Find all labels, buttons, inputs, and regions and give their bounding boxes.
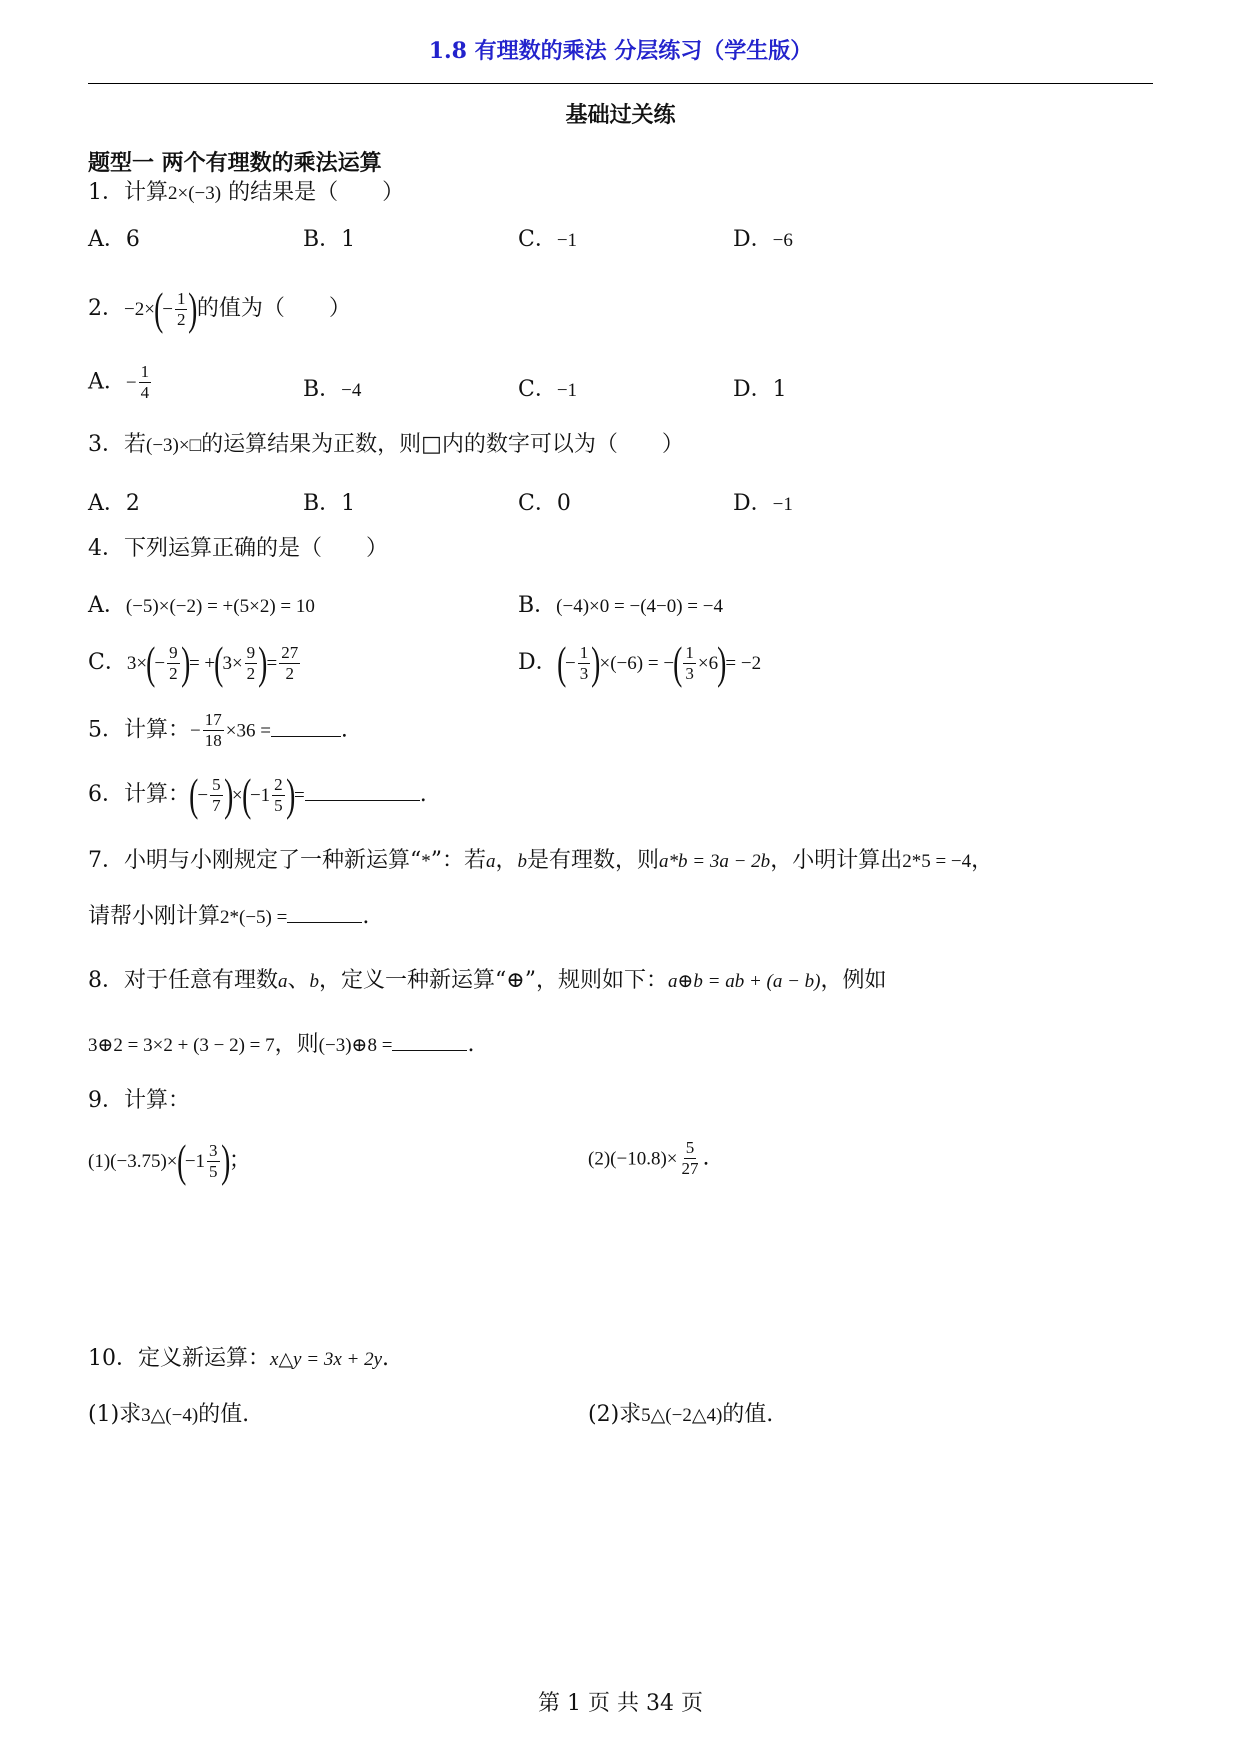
option-d xyxy=(733,486,793,517)
question-text: 是有理数，则 xyxy=(527,848,660,873)
paren-open: ( xyxy=(673,637,683,688)
question-5 xyxy=(88,710,348,751)
question-number: 2． xyxy=(88,296,124,321)
numerator: 9 xyxy=(169,642,178,662)
question-number: 5． xyxy=(88,717,124,743)
denominator: 27 xyxy=(681,1159,699,1178)
math-variable: b xyxy=(309,971,320,992)
math-expression: (−3)⊕8 = xyxy=(318,1035,393,1056)
punctuation: . xyxy=(419,782,427,807)
option-value: −1 xyxy=(772,494,793,515)
option-b: B．1 xyxy=(303,491,356,516)
math-expression: 3× xyxy=(222,653,243,674)
denominator: 3 xyxy=(579,663,589,683)
math-expression: ×(−6) = − xyxy=(599,653,675,674)
question-8-line-2 xyxy=(88,1030,474,1061)
question-8 xyxy=(88,966,887,997)
option-value: −6 xyxy=(772,230,793,251)
option-b: B．1 xyxy=(303,227,356,252)
math-expression: (−3)×□ xyxy=(146,435,202,456)
option-b xyxy=(303,372,361,403)
question-number: 9． xyxy=(88,1088,124,1113)
header-divider xyxy=(88,83,1153,84)
option-c xyxy=(518,222,577,253)
denominator: 4 xyxy=(140,383,150,402)
math-sign: − xyxy=(162,299,173,320)
fraction xyxy=(207,1141,220,1182)
option-value: −4 xyxy=(341,380,362,401)
answer-blank[interactable] xyxy=(271,716,341,737)
numerator: 9 xyxy=(246,642,256,662)
option-label: D． xyxy=(518,650,558,675)
option-label: C． xyxy=(88,650,127,675)
paren-close: ) xyxy=(285,769,295,820)
question-9-part-2 xyxy=(588,1138,710,1179)
math-expression: x△y = 3x + 2y xyxy=(270,1349,383,1370)
math-expression: (−4)×0 = −(4−0) = −4 xyxy=(556,596,723,617)
fraction xyxy=(210,775,223,816)
fraction xyxy=(139,362,152,403)
question-text: 请帮小刚计算 xyxy=(88,904,221,929)
math-expression: (−3.75)× xyxy=(110,1151,178,1172)
denominator: 18 xyxy=(204,731,222,750)
question-text: 计算： xyxy=(124,1088,191,1113)
numerator: 2 xyxy=(274,774,283,794)
denominator: 5 xyxy=(209,1161,218,1181)
math-expression: 5△(−2△4) xyxy=(641,1405,723,1426)
option-value: −1 xyxy=(556,380,578,401)
numerator: 5 xyxy=(685,1138,695,1157)
numerator: 1 xyxy=(579,642,589,662)
math-sign: − xyxy=(190,720,201,742)
question-number: 6． xyxy=(88,782,124,807)
question-number: 3． xyxy=(88,432,124,457)
fraction xyxy=(167,643,180,684)
question-text: 的值为（ ） xyxy=(196,296,351,321)
math-expression: −2× xyxy=(124,299,155,320)
question-text: ， xyxy=(495,848,518,873)
paren-open: ( xyxy=(241,769,251,820)
option-label: B． xyxy=(303,377,342,402)
math-variable: a xyxy=(486,851,496,872)
math-expression: (−5)×(−2) = +(5×2) = 10 xyxy=(125,596,315,617)
mixed-number-whole: −1 xyxy=(184,1151,206,1172)
question-text: 的值. xyxy=(722,1402,774,1427)
denominator: 5 xyxy=(274,795,283,815)
question-text: 对于任意有理数 xyxy=(124,968,279,993)
question-number: 7． xyxy=(88,848,124,873)
numerator: 1 xyxy=(140,362,150,381)
question-number: 8． xyxy=(88,968,124,993)
question-2 xyxy=(88,283,351,334)
paren-open: ( xyxy=(214,637,224,688)
option-label: D． xyxy=(733,227,773,252)
question-7-line-2 xyxy=(88,902,369,933)
option-d xyxy=(518,637,762,688)
question-text: 计算： xyxy=(124,782,191,807)
question-text: 下列运算正确的是（ ） xyxy=(124,536,389,561)
option-a xyxy=(88,362,153,403)
answer-blank[interactable] xyxy=(287,902,362,923)
math-expression: 2×(−3) xyxy=(168,183,222,204)
math-sign: − xyxy=(197,785,209,806)
question-type-title: 题型一 两个有理数的乘法运算 xyxy=(88,150,382,176)
math-expression: 3△(−4) xyxy=(141,1405,199,1426)
question-10-part-2 xyxy=(588,1400,773,1431)
denominator: 3 xyxy=(685,663,694,683)
numerator: 17 xyxy=(204,710,222,729)
denominator: 2 xyxy=(176,309,186,329)
fraction xyxy=(578,643,591,684)
fraction xyxy=(272,775,285,816)
numerator: 27 xyxy=(281,642,299,662)
math-variable: b xyxy=(517,851,528,872)
denominator: 7 xyxy=(212,795,221,815)
option-value: −1 xyxy=(556,230,578,251)
part-label: (1)求 xyxy=(88,1402,142,1427)
option-label: A． xyxy=(88,593,126,618)
question-text: ， xyxy=(971,848,994,873)
question-text: 、 xyxy=(287,968,310,993)
fraction xyxy=(279,643,300,684)
paren-close: ) xyxy=(591,637,601,688)
part-label: (2)求 xyxy=(588,1402,642,1427)
numerator: 1 xyxy=(176,288,186,308)
math-expression: 2*5 = −4 xyxy=(902,851,972,872)
question-text: ，定义一种新运算“⊕”，规则如下： xyxy=(319,968,668,993)
fraction xyxy=(203,710,224,751)
part-label: (2) xyxy=(588,1148,611,1170)
option-c: C．0 xyxy=(518,491,571,516)
option-d: D．1 xyxy=(733,377,787,402)
option-a: A．2 xyxy=(88,491,140,516)
math-expression: ×36 = xyxy=(225,720,271,742)
answer-blank[interactable] xyxy=(305,780,420,801)
part-label: (1) xyxy=(88,1151,111,1172)
paren-close: ) xyxy=(180,637,190,688)
question-text: 的运算结果为正数，则□内的数字可以为（ ） xyxy=(201,432,684,457)
question-10-part-1 xyxy=(88,1400,249,1431)
paren-close: ) xyxy=(258,637,268,688)
question-text: ，则 xyxy=(274,1032,319,1057)
question-number: 10． xyxy=(88,1346,138,1371)
paren-close: ) xyxy=(220,1135,230,1186)
numerator: 3 xyxy=(209,1140,218,1160)
question-10 xyxy=(88,1344,389,1375)
math-expression: a⊕b = ab + (a − b) xyxy=(667,971,821,992)
punctuation: ； xyxy=(228,1148,251,1173)
option-d xyxy=(733,222,793,253)
math-expression: 2*(−5) = xyxy=(220,907,288,928)
paren-open: ( xyxy=(146,637,156,688)
paren-close: ) xyxy=(717,637,727,688)
option-label: B． xyxy=(518,593,557,618)
question-text: 小明与小刚规定了一种新运算“ xyxy=(124,848,422,873)
fraction xyxy=(245,643,258,684)
paren-open: ( xyxy=(189,769,199,820)
fraction xyxy=(680,1138,701,1179)
question-1 xyxy=(88,178,404,209)
math-expression: ×6 xyxy=(697,653,719,674)
math-sign: − xyxy=(125,372,137,394)
option-label: C． xyxy=(518,377,557,402)
denominator: 2 xyxy=(169,663,178,683)
question-7 xyxy=(88,846,993,877)
question-text: 的结果是（ ） xyxy=(221,180,405,205)
question-number: 1． xyxy=(88,180,124,205)
mixed-number-whole: −1 xyxy=(249,785,271,806)
question-4 xyxy=(88,534,388,564)
paren-open: ( xyxy=(154,283,164,334)
math-equals: = xyxy=(266,653,278,674)
option-label: A． xyxy=(88,369,126,395)
answer-blank[interactable] xyxy=(392,1030,467,1051)
fraction xyxy=(683,643,696,684)
question-text: ，例如 xyxy=(820,968,887,993)
option-label: C． xyxy=(518,227,557,252)
question-3 xyxy=(88,430,684,461)
math-sign: − xyxy=(154,653,166,674)
question-text: 若 xyxy=(124,432,147,457)
question-number: 4． xyxy=(88,536,124,561)
question-text: 计算 xyxy=(124,180,169,205)
math-symbol: * xyxy=(421,851,431,872)
punctuation: . xyxy=(362,904,370,929)
option-label: D． xyxy=(733,491,773,516)
numerator: 5 xyxy=(212,774,221,794)
math-expression: = + xyxy=(188,653,216,674)
question-text: 计算： xyxy=(124,717,191,743)
math-sign: − xyxy=(564,653,576,674)
option-a xyxy=(88,588,315,619)
math-expression: = −2 xyxy=(725,653,762,674)
denominator: 2 xyxy=(246,663,256,683)
question-text: ，小明计算出 xyxy=(770,848,903,873)
question-text: ”：若 xyxy=(430,848,486,873)
page-header-title: 1.8 有理数的乘法 分层练习（学生版） xyxy=(428,38,813,64)
numerator: 1 xyxy=(685,642,694,662)
question-6 xyxy=(88,769,427,820)
section-title: 基础过关练 xyxy=(565,102,676,128)
question-9-part-1 xyxy=(88,1135,251,1186)
option-a: A．6 xyxy=(88,227,140,252)
math-expression: a*b = 3a − 2b xyxy=(659,851,771,872)
fraction xyxy=(175,289,188,330)
question-text: 的值. xyxy=(198,1402,250,1427)
punctuation: . xyxy=(382,1346,390,1371)
math-operator: × xyxy=(231,785,243,806)
punctuation: . xyxy=(340,717,348,743)
paren-open: ( xyxy=(556,637,566,688)
math-expression: (−10.8)× xyxy=(610,1148,678,1170)
question-text: 定义新运算： xyxy=(138,1346,271,1371)
question-9 xyxy=(88,1086,190,1116)
math-expression: 3× xyxy=(126,653,148,674)
paren-close: ) xyxy=(188,283,198,334)
paren-close: ) xyxy=(223,769,233,820)
option-c xyxy=(518,372,577,403)
punctuation: . xyxy=(467,1032,475,1057)
math-expression: 3⊕2 = 3×2 + (3 − 2) = 7 xyxy=(88,1035,275,1056)
math-equals: = xyxy=(293,785,305,806)
paren-open: ( xyxy=(176,1135,186,1186)
option-b xyxy=(518,588,723,619)
math-variable: a xyxy=(278,971,288,992)
option-c xyxy=(88,637,302,688)
denominator: 2 xyxy=(285,663,294,683)
punctuation: . xyxy=(702,1145,710,1171)
page-footer: 第 1 页 共 34 页 xyxy=(538,1691,703,1716)
